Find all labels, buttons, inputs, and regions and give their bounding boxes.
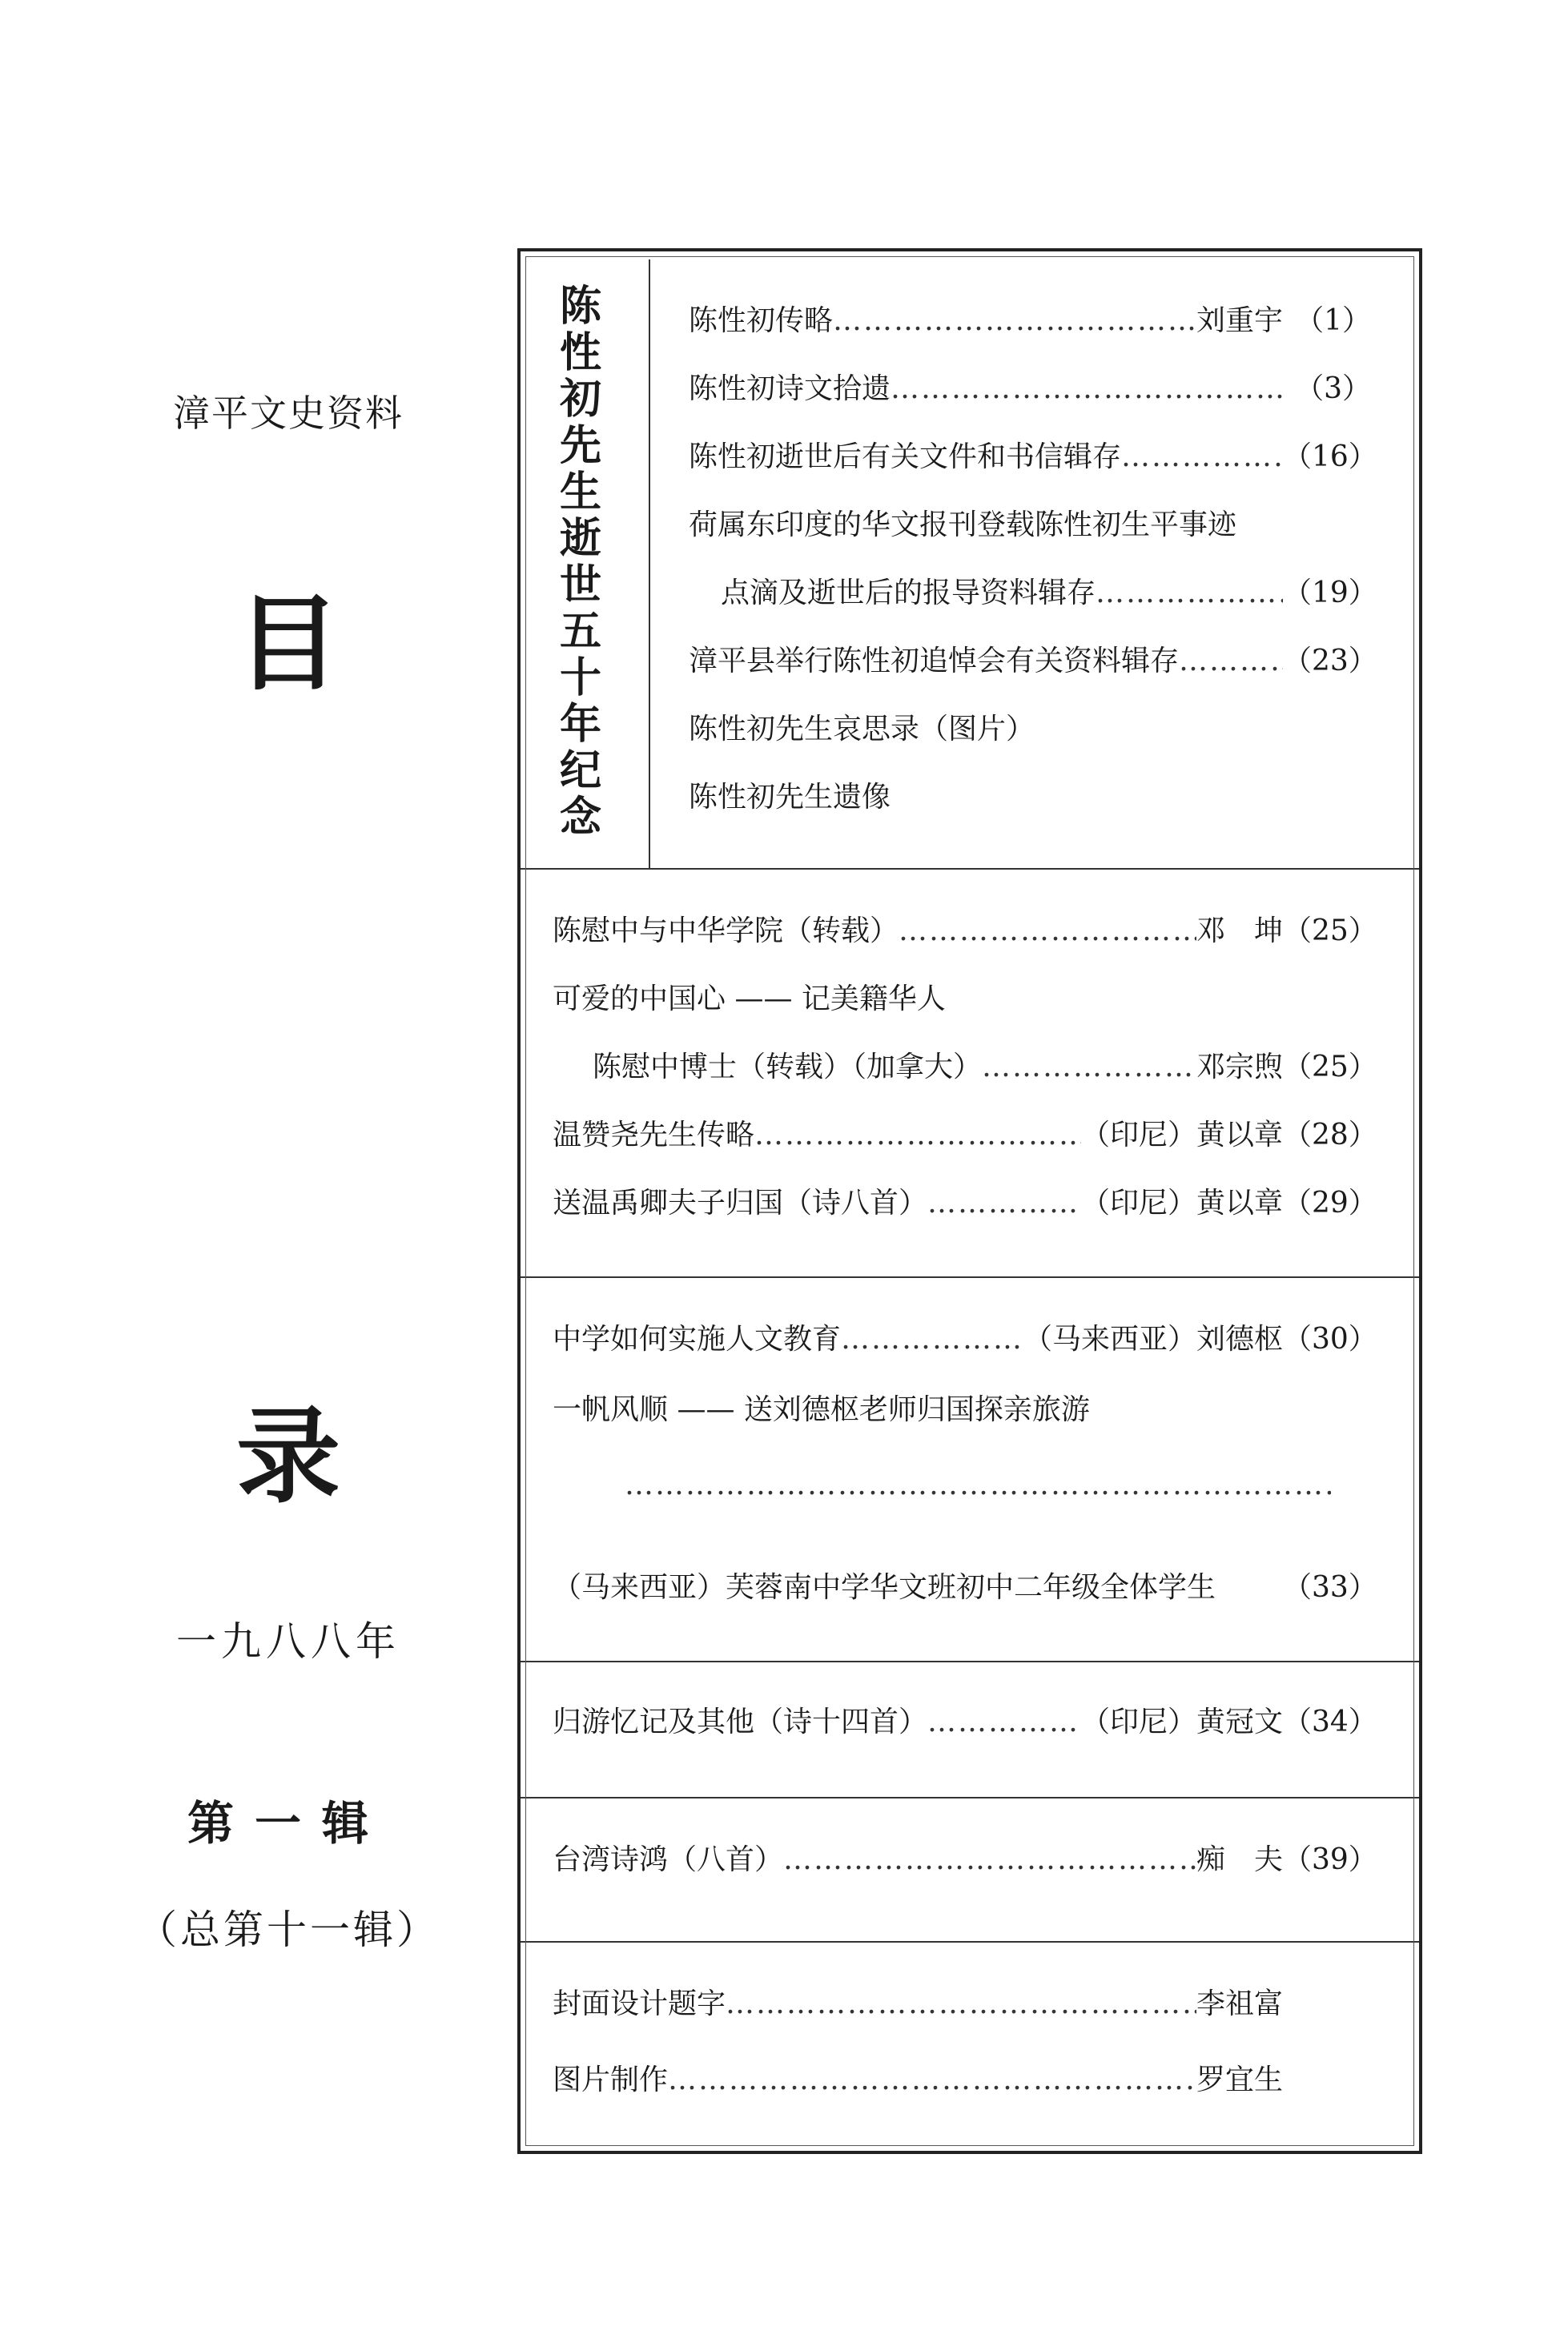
- entry-author: （印尼）黄以章: [1080, 1187, 1283, 1220]
- list-item: [689, 434, 1377, 475]
- entry-title: 漳平县举行陈性初追悼会有关资料辑存: [689, 645, 1180, 677]
- toc-heading-char-1: 目: [235, 583, 340, 705]
- section-divider: [521, 868, 1419, 870]
- entry-title: 荷属东印度的华文报刊登载陈性初生平事迹: [689, 508, 1237, 541]
- leader-dots: [1096, 577, 1283, 609]
- title-char: 十: [559, 654, 601, 702]
- list-item: [553, 2057, 1283, 2098]
- list-item: [593, 1044, 1377, 1085]
- section-divider: [521, 1797, 1419, 1798]
- publication-year: 一九八八年: [176, 1618, 400, 1665]
- leader-dots: [625, 1469, 1331, 1501]
- entry-author: 李祖富: [1196, 1987, 1283, 2020]
- section-divider: [521, 1276, 1419, 1278]
- title-char: 纪: [559, 747, 601, 795]
- entry-page: （25）: [1283, 1051, 1377, 1083]
- list-item: [553, 1565, 1377, 1606]
- title-char: 世: [559, 561, 601, 609]
- entry-page: （23）: [1283, 645, 1377, 677]
- title-char: 性: [559, 329, 601, 377]
- entry-page: （19）: [1283, 577, 1377, 609]
- issue-number: 第一辑: [187, 1796, 389, 1851]
- leader-dots: [1121, 440, 1283, 473]
- leader-dots: [982, 1051, 1196, 1083]
- list-item: [689, 638, 1377, 679]
- entry-author: 刘重宇: [1196, 304, 1283, 337]
- entry-page: （34）: [1283, 1706, 1377, 1738]
- entry-author: 痴 夫: [1196, 1843, 1283, 1876]
- entry-title: 归游忆记及其他（诗十四首）: [553, 1706, 928, 1738]
- entry-author: （印尼）黄冠文: [1080, 1706, 1283, 1738]
- entry-page: （1）: [1295, 304, 1371, 337]
- entry-title: 陈性初传略: [689, 304, 834, 337]
- leader-dots: [899, 914, 1196, 947]
- leader-dots: [927, 1706, 1081, 1738]
- special-section-rule: [649, 259, 650, 868]
- leader-dots: [754, 1119, 1081, 1151]
- table-of-contents: [517, 248, 1422, 2154]
- entry-title: 封面设计题字: [553, 1987, 726, 2020]
- entry-title-continued: 陈慰中博士（转载）（加拿大）: [593, 1051, 983, 1083]
- entry-page: （28）: [1283, 1119, 1377, 1151]
- entry-title: 温赞尧先生传略: [553, 1119, 755, 1151]
- list-item: [553, 1837, 1377, 1878]
- special-section-title: [553, 283, 609, 841]
- entry-author: （马来西亚）刘德枢: [1023, 1323, 1283, 1356]
- leader-dots: [841, 1323, 1023, 1356]
- list-item: [553, 1112, 1377, 1153]
- entry-title: 送温禹卿夫子归国（诗八首）: [553, 1187, 928, 1220]
- toc-heading-char-2: 录: [235, 1396, 340, 1517]
- entry-title-continued: （马来西亚）芙蓉南中学华文班初中二年级全体学生: [553, 1571, 1216, 1604]
- entry-page: （3）: [1295, 372, 1371, 405]
- list-item: [553, 1180, 1377, 1221]
- title-char: 念: [559, 794, 601, 842]
- section-divider: [521, 1661, 1419, 1662]
- entry-author: （印尼）黄以章: [1080, 1119, 1283, 1151]
- leader-dots: [1179, 645, 1283, 677]
- title-char: 初: [559, 376, 601, 424]
- series-title: 漳平文史资料: [173, 392, 404, 435]
- entry-title: 一帆风顺 —— 送刘德枢老师归国探亲旅游: [553, 1393, 1090, 1426]
- title-char: 先: [559, 422, 601, 470]
- list-item: [689, 298, 1371, 339]
- leader-dots: [891, 372, 1283, 405]
- entry-title: 台湾诗鸿（八首）: [553, 1843, 784, 1876]
- entry-title: 图片制作: [553, 2064, 669, 2096]
- issue-total-number: （总第十一辑）: [137, 1907, 440, 1953]
- entry-title: 陈性初先生遗像: [689, 781, 891, 814]
- leader-dots: [783, 1843, 1196, 1876]
- entry-page: （39）: [1283, 1843, 1377, 1876]
- entry-page: （29）: [1283, 1187, 1377, 1220]
- list-item: [689, 366, 1371, 407]
- entry-title: 陈性初逝世后有关文件和书信辑存: [689, 440, 1122, 473]
- entry-page: （30）: [1283, 1323, 1377, 1356]
- entry-author: 罗宜生: [1196, 2064, 1283, 2096]
- title-char: 年: [559, 701, 601, 749]
- leader-dots: [833, 304, 1196, 337]
- list-item: [553, 1316, 1377, 1357]
- entry-title: 可爱的中国心 —— 记美籍华人: [553, 983, 946, 1015]
- entry-title: 陈性初先生哀思录（图片）: [689, 713, 1035, 746]
- leader-dots: [668, 2064, 1196, 2096]
- entry-title-continued: 点滴及逝世后的报导资料辑存: [721, 577, 1096, 609]
- title-char: 五: [559, 608, 601, 656]
- entry-title: 陈性初诗文拾遗: [689, 372, 891, 405]
- list-item: [553, 1981, 1283, 2022]
- entry-page: （33）: [1283, 1571, 1377, 1604]
- title-char: 生: [559, 468, 601, 516]
- entry-page: （16）: [1283, 440, 1377, 473]
- special-section: [521, 251, 1419, 868]
- entry-author: 邓宗煦: [1196, 1051, 1283, 1083]
- leader-dots: [927, 1187, 1081, 1220]
- section-divider: [521, 1941, 1419, 1943]
- entry-title: 中学如何实施人文教育: [553, 1323, 842, 1356]
- list-item: [553, 1699, 1377, 1740]
- entry-title: 陈慰中与中华学院（转载）: [553, 914, 899, 947]
- entry-author: 邓 坤: [1196, 914, 1283, 947]
- entry-page: （25）: [1283, 914, 1377, 947]
- list-item: [721, 570, 1377, 611]
- list-item: [553, 908, 1377, 949]
- title-char: 逝: [559, 515, 601, 563]
- leader-dots: [726, 1987, 1196, 2020]
- title-char: 陈: [559, 283, 601, 331]
